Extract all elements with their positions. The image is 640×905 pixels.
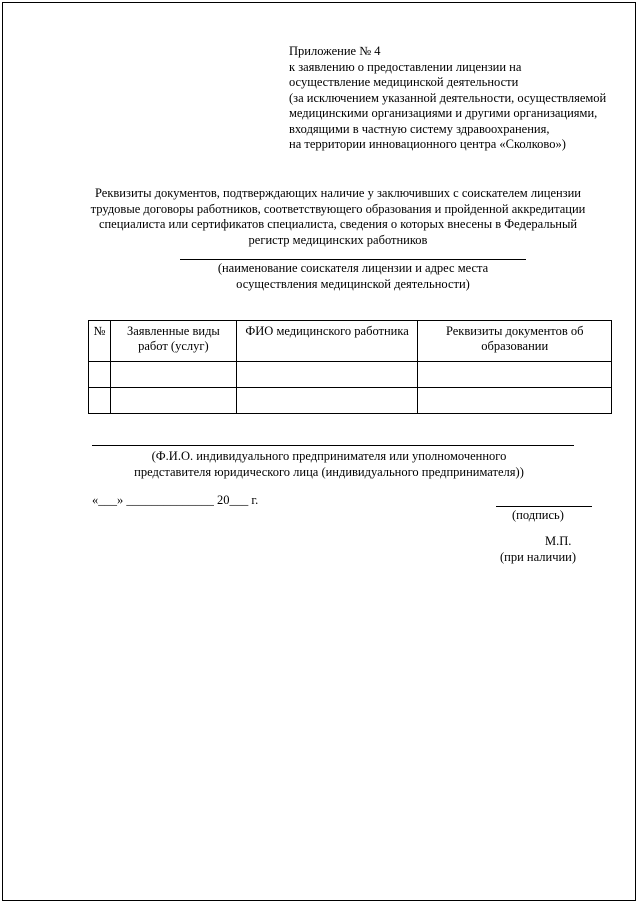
signature-caption: (подпись) bbox=[512, 508, 564, 522]
table-cell bbox=[418, 388, 612, 414]
col-education-header: Реквизиты документов об образовании bbox=[418, 321, 612, 362]
fio-caption bbox=[88, 448, 570, 480]
stamp-note: (при наличии) bbox=[500, 550, 577, 564]
table-row bbox=[89, 388, 612, 414]
date-field: «___» ______________ 20___ г. bbox=[92, 493, 259, 507]
stamp-label: М.П. bbox=[545, 534, 572, 548]
document-title bbox=[60, 186, 616, 248]
fio-caption-line: представителя юридического лица (индивидуального предпринимателя)) bbox=[134, 465, 524, 479]
col-services-header: Заявленные виды работ (услуг) bbox=[110, 321, 236, 362]
annex-line: к заявлению о предоставлении лицензии на bbox=[289, 59, 522, 74]
annex-line: осуществление медицинской деятельности bbox=[289, 75, 519, 89]
fio-line bbox=[92, 445, 574, 446]
table-cell bbox=[236, 362, 418, 388]
applicant-caption bbox=[180, 260, 526, 292]
table-row bbox=[89, 362, 612, 388]
table-cell bbox=[89, 362, 111, 388]
annex-header bbox=[289, 44, 629, 153]
col-fio-header: ФИО медицинского работника bbox=[236, 321, 418, 362]
title-line: специалиста или сертификатов специалиста, сведения о которых внесены в Федеральный bbox=[98, 217, 578, 231]
annex-line: медицинскими организациями и другими организациями, bbox=[289, 106, 598, 120]
signature-line bbox=[496, 506, 592, 507]
table-cell bbox=[89, 388, 111, 414]
table-cell bbox=[110, 388, 236, 414]
annex-line: Приложение № 4 bbox=[289, 44, 381, 58]
fio-caption-line: (Ф.И.О. индивидуального предпринимателя или уполномоченного bbox=[151, 449, 507, 463]
col-number-header: № bbox=[89, 321, 111, 362]
table-cell bbox=[110, 362, 236, 388]
applicant-caption-line: (наименование соискателя лицензии и адрес места bbox=[217, 261, 489, 275]
annex-line: на территории инновационного центра «Сколково») bbox=[289, 137, 566, 151]
applicant-caption-line: осуществления медицинской деятельности) bbox=[236, 277, 470, 291]
table-cell bbox=[418, 362, 612, 388]
title-line: регистр медицинских работников bbox=[248, 232, 428, 247]
title-line: Реквизиты документов, подтверждающих наличие у заключивших с соискателем лицензии bbox=[95, 186, 581, 200]
table-header-row bbox=[89, 321, 612, 362]
documents-table bbox=[88, 320, 612, 414]
annex-line: входящими в частную систему здравоохранения, bbox=[289, 121, 550, 136]
table-cell bbox=[236, 388, 418, 414]
annex-line: (за исключением указанной деятельности, осуществляемой bbox=[289, 90, 607, 105]
title-line: трудовые договоры работников, соответствующего образования и пройденной аккредитации bbox=[90, 201, 586, 216]
